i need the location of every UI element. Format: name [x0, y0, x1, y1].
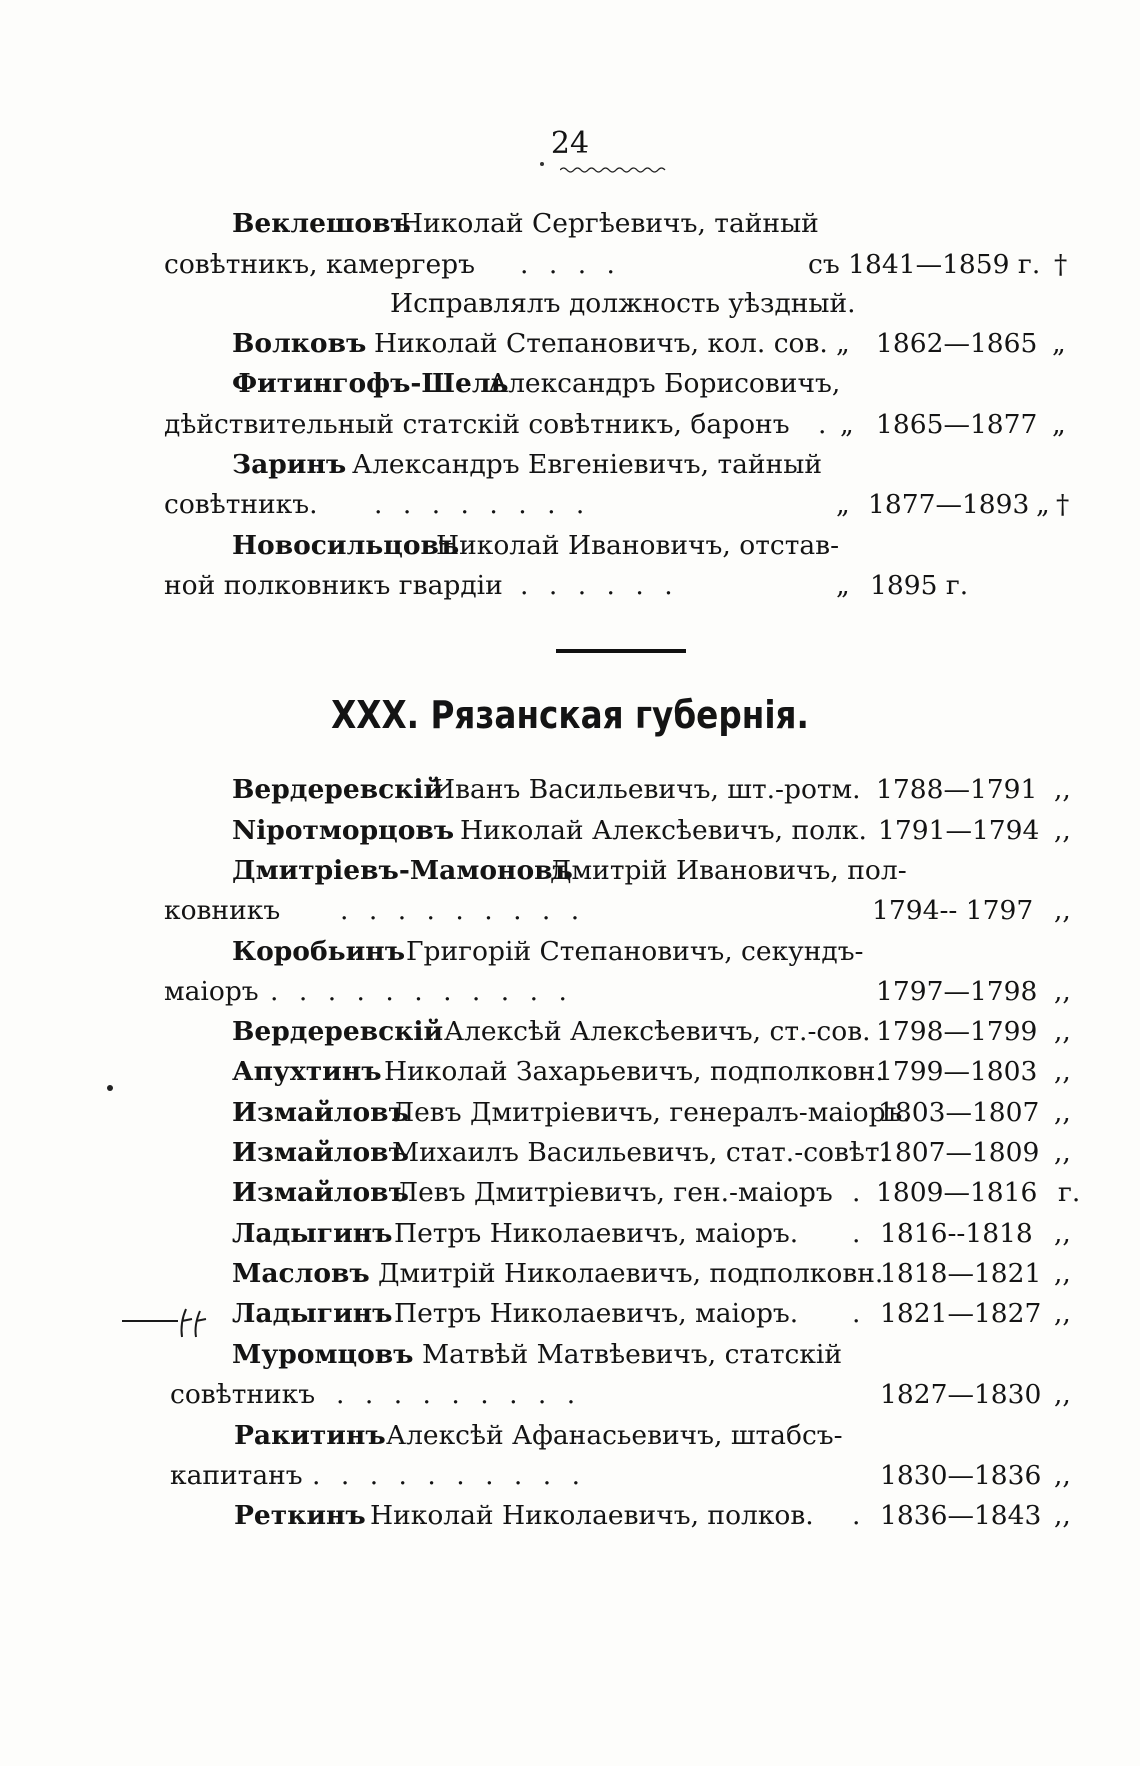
- official-details: совѣтникъ.: [164, 489, 318, 520]
- official-details: совѣтникъ, камергеръ: [164, 249, 475, 280]
- official-details: Петръ Николаевичъ, маіоръ.: [394, 1218, 799, 1249]
- ditto-mark: ,,: [1054, 1056, 1071, 1087]
- entry-line: [0, 1214, 1140, 1254]
- ditto-mark: „: [1052, 409, 1066, 440]
- ditto-mark: ,,: [1054, 1500, 1071, 1531]
- official-name: Измайловъ: [232, 1097, 409, 1128]
- ditto-mark: ,,: [1054, 976, 1071, 1007]
- entry-note: [0, 284, 1140, 324]
- official-details: Алексѣй Афанасьевичъ, штабсъ-: [386, 1420, 843, 1451]
- ditto-mark: ,,: [1054, 1097, 1071, 1128]
- entry-line: [0, 1335, 1140, 1375]
- page-number-ornament: [560, 160, 666, 170]
- dot-leader: .: [852, 1218, 861, 1249]
- ditto-mark: „: [1036, 489, 1050, 520]
- dot-leader: . . . .: [520, 249, 621, 280]
- dot-leader: . . . . . . . . . .: [312, 1460, 587, 1491]
- ditto-mark: „: [836, 570, 850, 601]
- official-details: Левъ Дмитріевичъ, ген.-маіоръ: [396, 1177, 833, 1208]
- official-details: Николай Захарьевичъ, подполковн.: [384, 1056, 884, 1087]
- entry-line: [0, 770, 1140, 810]
- ditto-mark: „: [1052, 328, 1066, 359]
- ditto-mark: ,,: [1054, 1258, 1071, 1289]
- official-details: Григорій Степановичъ, секундъ-: [406, 936, 864, 967]
- official-name: Коробьинъ: [232, 936, 406, 967]
- tenure-years: съ 1841—1859 г.: [808, 249, 1041, 280]
- tenure-years: 1797—1798: [876, 976, 1038, 1007]
- entry-line: [0, 405, 1140, 445]
- official-name: Апухтинъ: [232, 1056, 382, 1087]
- entry-line: [0, 1173, 1140, 1213]
- official-name: Измайловъ: [232, 1177, 409, 1208]
- entry-line: [0, 1052, 1140, 1092]
- official-name: Муромцовъ: [232, 1339, 414, 1370]
- ditto-mark: ,,: [1054, 1016, 1071, 1047]
- dot-leader: . . . . . . . .: [374, 489, 591, 520]
- tenure-years: 1803—1807: [878, 1097, 1040, 1128]
- handwritten-margin-mark: [120, 1303, 220, 1339]
- ditto-mark: ,,: [1054, 815, 1071, 846]
- official-name: Волковъ: [232, 328, 367, 359]
- entry-remark: Исправлялъ должность уѣздный.: [390, 288, 856, 319]
- ditto-mark: ,,: [1054, 774, 1071, 805]
- official-details: Петръ Николаевичъ, маіоръ.: [394, 1298, 799, 1329]
- tenure-years: 1807—1809: [878, 1137, 1040, 1168]
- dot-leader: .: [852, 1177, 861, 1208]
- official-name: Реткинъ: [234, 1500, 366, 1531]
- tenure-years: 1827—1830: [880, 1379, 1042, 1410]
- entry-line: [0, 324, 1140, 364]
- tenure-years: 1865—1877: [876, 409, 1038, 440]
- official-details: маіоръ: [164, 976, 259, 1007]
- official-details: Левъ Дмитріевичъ, генералъ-маіоръ.: [392, 1097, 911, 1128]
- dot-leader: . . . . . . . . .: [336, 1379, 582, 1410]
- tenure-years: 1818—1821: [880, 1258, 1042, 1289]
- entry-line: [0, 1375, 1140, 1415]
- official-details: Михаилъ Васильевичъ, стат.-совѣт.: [392, 1137, 888, 1168]
- tenure-years: 1836—1843: [880, 1500, 1042, 1531]
- entry-line: [0, 364, 1140, 404]
- entry-line: [0, 245, 1140, 285]
- official-name: Ракитинъ: [234, 1420, 386, 1451]
- tenure-years: 1798—1799: [876, 1016, 1038, 1047]
- official-details: Дмитрій Николаевичъ, подполковн.: [378, 1258, 884, 1289]
- official-details: Николай Николаевичъ, полков.: [370, 1500, 814, 1531]
- page-number: 24: [550, 126, 590, 161]
- entry-line: [0, 1416, 1140, 1456]
- official-name: Ладыгинъ: [232, 1298, 393, 1329]
- entry-line: [0, 204, 1140, 244]
- ditto-mark: г.: [1058, 1177, 1081, 1208]
- entry-line: [0, 1456, 1140, 1496]
- entry-line: [0, 851, 1140, 891]
- tenure-years: 1877—1893: [868, 489, 1030, 520]
- entry-line: [0, 891, 1140, 931]
- official-details: дѣйствительный статскій совѣтникъ, баронъ: [164, 409, 790, 440]
- entry-line: [0, 1093, 1140, 1133]
- entry-line: [0, 485, 1140, 525]
- official-details: капитанъ: [170, 1460, 303, 1491]
- official-name: Дмитріевъ-Мамоновъ: [232, 855, 573, 886]
- official-name: Вердеревскій: [232, 1016, 444, 1047]
- official-name: Новосильцовъ: [232, 530, 460, 561]
- tenure-years: 1809—1816: [876, 1177, 1038, 1208]
- official-details: Николай Степановичъ, кол. сов.: [374, 328, 828, 359]
- official-details: Матвѣй Матвѣевичъ, статскій: [422, 1339, 843, 1370]
- official-details: Иванъ Васильевичъ, шт.-ротм.: [432, 774, 861, 805]
- deceased-mark: †: [1056, 489, 1070, 520]
- entry-line: [0, 932, 1140, 972]
- tenure-years: 1862—1865: [876, 328, 1038, 359]
- entry-line: [0, 526, 1140, 566]
- ditto-mark: ,,: [1054, 1379, 1071, 1410]
- ink-speck: [107, 1085, 113, 1091]
- tenure-years: 1794-- 1797: [872, 895, 1034, 926]
- ditto-mark: ,,: [1054, 1298, 1071, 1329]
- dot-leader: .: [852, 1500, 861, 1531]
- dot-leader: .: [852, 1298, 861, 1329]
- official-details: ной полковникъ гвардіи: [164, 570, 503, 601]
- official-details: Александръ Евгеніевичъ, тайный: [352, 449, 823, 480]
- ditto-mark: ,,: [1054, 1137, 1071, 1168]
- section-divider: [556, 649, 686, 653]
- tenure-years: 1791—1794: [878, 815, 1040, 846]
- official-name: Измайловъ: [232, 1137, 409, 1168]
- entry-line: [0, 1133, 1140, 1173]
- ditto-mark: „: [836, 489, 850, 520]
- tenure-years: 1895 г.: [870, 570, 969, 601]
- official-details: Николай Алексѣевичъ, полк.: [460, 815, 867, 846]
- official-details: Алексѣй Алексѣевичъ, ст.-сов.: [444, 1016, 871, 1047]
- official-name: Ладыгинъ: [232, 1218, 393, 1249]
- entry-line: [0, 1496, 1140, 1536]
- official-name: Вердеревскій: [232, 774, 444, 805]
- entry-line: [0, 566, 1140, 606]
- tenure-years: 1816--1818: [880, 1218, 1033, 1249]
- entry-line: [0, 445, 1140, 485]
- ditto-mark: ,,: [1054, 1218, 1071, 1249]
- official-name: Масловъ: [232, 1258, 370, 1289]
- tenure-years: 1821—1827: [880, 1298, 1042, 1329]
- official-details: Николай Сергѣевичъ, тайный: [400, 208, 819, 239]
- entry-line: [0, 972, 1140, 1012]
- official-name: Niротморцовъ: [232, 815, 455, 846]
- official-details: ковникъ: [164, 895, 281, 926]
- entry-line: [0, 1012, 1140, 1052]
- tenure-years: 1830—1836: [880, 1460, 1042, 1491]
- official-name: Веклешовъ: [232, 208, 411, 239]
- official-details: совѣтникъ: [170, 1379, 316, 1410]
- ditto-mark: „: [840, 409, 854, 440]
- dot-leader: . . . . . . . . .: [340, 895, 586, 926]
- entry-line: [0, 1254, 1140, 1294]
- tenure-years: 1788—1791: [876, 774, 1038, 805]
- tenure-years: 1799—1803: [876, 1056, 1038, 1087]
- ditto-mark: ,,: [1054, 895, 1071, 926]
- deceased-mark: †: [1054, 249, 1068, 280]
- official-details: Александръ Борисовичъ,: [488, 368, 841, 399]
- dot-leader: . . . . . . . . . . .: [270, 976, 573, 1007]
- ditto-mark: „: [836, 328, 850, 359]
- official-details: Дмитрій Ивановичъ, пол-: [550, 855, 907, 886]
- official-name: Заринъ: [232, 449, 347, 480]
- dot-leader: .: [818, 409, 827, 440]
- ditto-mark: ,,: [1054, 1460, 1071, 1491]
- official-name: Фитингофъ-Шель: [232, 368, 509, 399]
- section-title: XXX. Рязанская губернія.: [331, 693, 809, 737]
- entry-line: [0, 811, 1140, 851]
- dot-leader: . . . . . .: [520, 570, 679, 601]
- official-details: Николай Ивановичъ, отстав-: [436, 530, 840, 561]
